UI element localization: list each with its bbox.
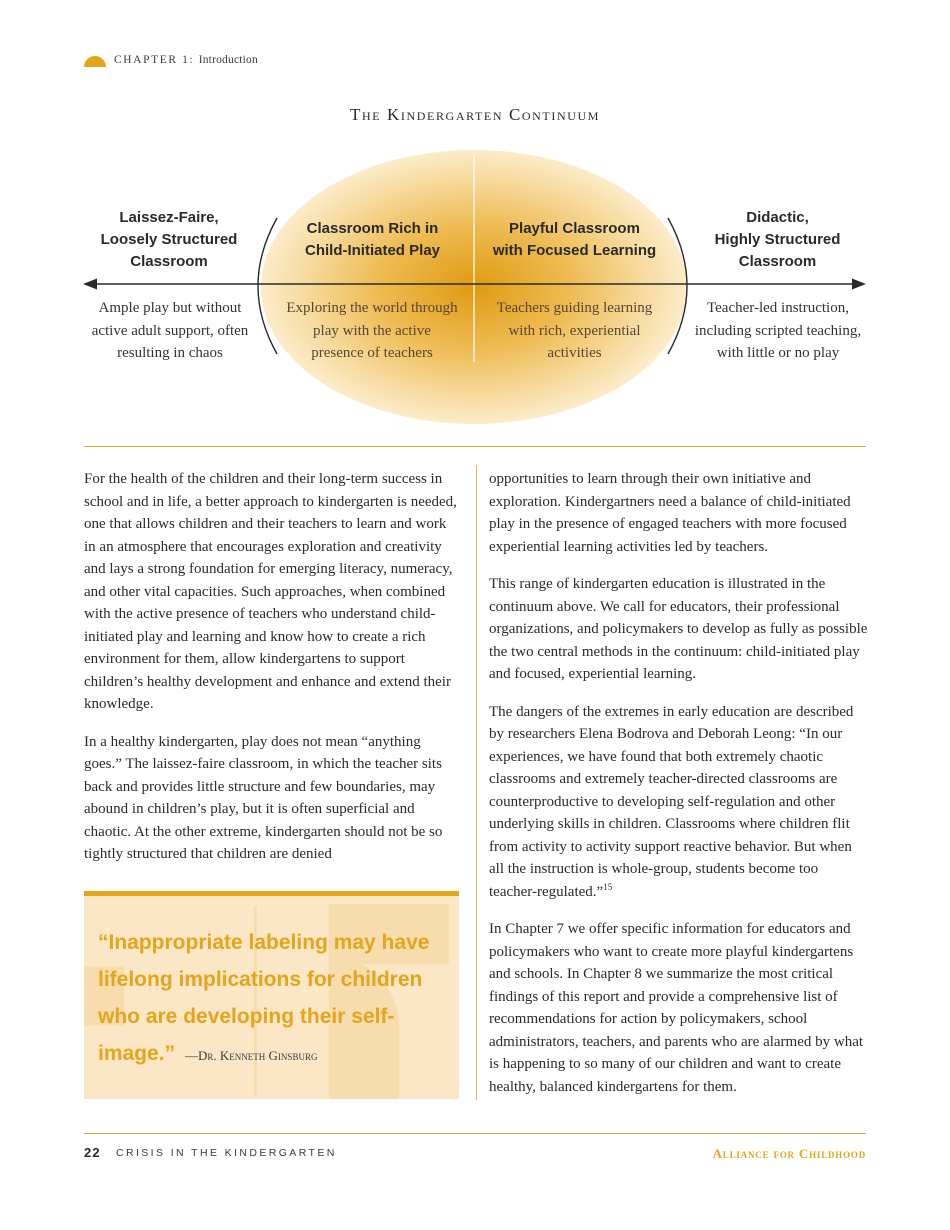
chapter-title: Introduction [198,54,258,66]
figure-title: The Kindergarten Continuum [349,105,601,124]
quote-attribution: —Dr. Kenneth Ginsburg [185,1048,318,1063]
arrow-right-icon [852,279,866,290]
body-paragraph: In Chapter 7 we offer specific information for educators and policymakers who want to create more playful kindergartens and schools. In Chapter 8 we summarize the most critical findings of this report and provide a comprehensive list of recommendations for action by policymakers, school administrators, teachers, and parents who are alarmed by what is happening to so many of our children and want to create healthy, balanced kindergartens for them. [489,921,864,1095]
continuum-heading-focused-learning: Playful Classroom with Focused Learning [492,220,657,259]
figure-bottom-rule [84,446,866,447]
body-paragraph: The dangers of the extremes in early education are described by researchers Elena Bodrova and Deborah Leong: “In our experiences, we have found that both extremely chaotic classrooms and extremely teacher-directed classrooms are counterproductive to developing self-regulation and other underlying skills in children. Classrooms where children flit from activity to activity support reactive behavior. But when all the instruction is whole-group, students become too teacher-regulated.” [489,703,854,900]
body-paragraph-with-footnote [489,701,869,904]
body-paragraph: For the health of the children and their long-term success in school and in life, a better approach to kindergarten is needed, one that allows children and their teachers to learn and work in an atmosphere that encourages exploration and creativity and lays a strong foundation for emerging literacy, numeracy, and other vital capacities. Such approaches, when combined with the active presence of teachers who understand child-initiated play and learning and know how to create a rich environment for them, allow kindergartens to support children’s healthy development and enhance and extend their knowledge. [84,471,457,712]
body-paragraph: In a healthy kindergarten, play does not mean “anything goes.” The laissez-faire classroom, in which the teacher sits back and provides little structure and few boundaries, may abound in children’s play, but it is often superficial and chaotic. At the other extreme, kindergarten should not be so tightly structured that children are denied [84,733,443,862]
continuum-desc-focused-learning: Teachers guiding learning with rich, experiential activities [496,300,653,361]
pull-quote [84,891,459,1099]
continuum-heading-child-initiated: Classroom Rich in Child-Initiated Play [304,220,440,259]
continuum-desc-child-initiated: Exploring the world through play with the active presence of teachers [286,300,458,361]
chapter-label [114,54,258,66]
organization-name: Alliance for Childhood [712,1146,866,1161]
chapter-marker-icon [84,56,106,67]
chapter-number: CHAPTER 1: [114,54,195,66]
continuum-desc-laissez-faire: Ample play but without active adult support, often resulting in chaos [91,300,249,361]
body-paragraph: opportunities to learn through their own initiative and exploration. Kindergartners need a balance of child-initiated play in the presence of engaged teachers with more focused experiential learning activities led by teachers. [489,471,851,555]
pull-quote-text [98,924,448,1074]
book-title: CRISIS IN THE KINDERGARTEN [116,1147,337,1159]
arrow-left-icon [83,279,97,290]
continuum-heading-didactic: Didactic, Highly Structured Classroom [714,209,841,270]
footnote-reference: 15 [603,881,613,892]
body-paragraph: This range of kindergarten education is illustrated in the continuum above. We call for educators, their professional organizations, and policymakers to develop as fully as possible the two central methods in the continuum: child-initiated play and focused, experiential learning. [489,576,868,682]
footer-rule [84,1133,866,1134]
page-number: 22 [84,1145,101,1160]
continuum-heading-laissez-faire: Laissez-Faire, Loosely Structured Classroom [100,209,238,270]
left-column [84,468,461,881]
quote-body: “Inappropriate labeling may have lifelong implications for children who are developing their self-image.” [98,931,430,1065]
continuum-diagram [0,150,950,430]
column-divider [476,465,477,1100]
continuum-desc-didactic: Teacher-led instruction, including scripted teaching, with little or no play [694,300,862,361]
right-column [489,468,869,1113]
